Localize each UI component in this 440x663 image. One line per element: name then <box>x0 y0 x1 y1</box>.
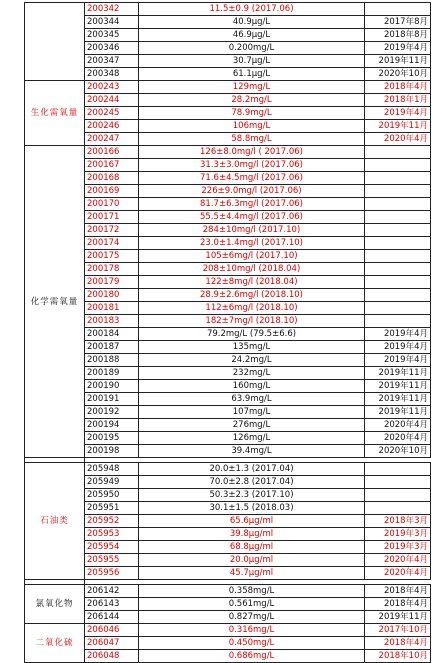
certified-value-cell: 0.686mg/L <box>139 650 365 663</box>
certified-value-cell: 63.9mg/L <box>139 393 365 406</box>
table-row <box>25 637 431 650</box>
certified-value-cell: 126±8.0mg/l ( 2017.06) <box>139 146 365 159</box>
certified-value-cell: 135mg/L <box>139 341 365 354</box>
certified-value-cell: 112±6mg/l (2018.10) <box>139 302 365 315</box>
certified-value-cell: 28.2mg/L <box>139 94 365 107</box>
date-cell: 2019年11月 <box>365 406 431 419</box>
date-cell: 2019年3月 <box>365 541 431 554</box>
table-row <box>25 419 431 432</box>
certified-value-cell: 23.0±1.4mg/l (2017.10) <box>139 237 365 250</box>
table-row <box>25 367 431 380</box>
date-cell <box>365 146 431 159</box>
certified-value-cell: 68.8μg/ml <box>139 541 365 554</box>
sample-code-cell: 206046 <box>85 624 139 637</box>
sample-code-cell: 200170 <box>85 198 139 211</box>
certified-value-cell: 24.2mg/L <box>139 354 365 367</box>
certified-value-cell: 0.561mg/L <box>139 598 365 611</box>
category-cell: 生化需氧量 <box>25 81 85 146</box>
sample-code-cell: 200166 <box>85 146 139 159</box>
date-cell: 2019年11月 <box>365 120 431 133</box>
date-cell: 2020年10月 <box>365 445 431 458</box>
sample-code-cell: 200181 <box>85 302 139 315</box>
sample-code-cell: 205955 <box>85 554 139 567</box>
sample-code-cell: 200168 <box>85 172 139 185</box>
sample-code-cell: 200194 <box>85 419 139 432</box>
sample-code-cell: 200344 <box>85 16 139 29</box>
certified-value-cell: 232mg/L <box>139 367 365 380</box>
date-cell: 2020年4月 <box>365 567 431 580</box>
date-cell: 2020年4月 <box>365 554 431 567</box>
table-row <box>25 554 431 567</box>
date-cell: 2019年11月 <box>365 55 431 68</box>
table-row <box>25 16 431 29</box>
certified-value-cell: 284±10mg/l (2017.10) <box>139 224 365 237</box>
table-row <box>25 624 431 637</box>
date-cell <box>365 159 431 172</box>
certified-value-cell: 40.9μg/L <box>139 16 365 29</box>
sample-code-cell: 205951 <box>85 502 139 515</box>
sample-code-cell: 200167 <box>85 159 139 172</box>
table-row <box>25 68 431 81</box>
certified-value-cell: 106mg/L <box>139 120 365 133</box>
table-row <box>25 81 431 94</box>
date-cell <box>365 3 431 16</box>
date-cell: 2019年4月 <box>365 328 431 341</box>
sample-code-cell: 205949 <box>85 476 139 489</box>
date-cell: 2018年4月 <box>365 81 431 94</box>
date-cell: 2018年4月 <box>365 637 431 650</box>
certified-value-cell: 160mg/L <box>139 380 365 393</box>
date-cell <box>365 315 431 328</box>
table-row <box>25 598 431 611</box>
date-cell <box>365 276 431 289</box>
sample-code-cell: 200348 <box>85 68 139 81</box>
certified-value-cell: 105±6mg/l (2017.10) <box>139 250 365 263</box>
certified-value-cell: 226±9.0mg/l (2017.06) <box>139 185 365 198</box>
table-row <box>25 567 431 580</box>
sample-code-cell: 206048 <box>85 650 139 663</box>
table-row <box>25 354 431 367</box>
date-cell <box>365 263 431 276</box>
certified-value-cell: 126mg/L <box>139 432 365 445</box>
sample-code-cell: 206143 <box>85 598 139 611</box>
certified-value-cell: 208±10mg/l (2018.04) <box>139 263 365 276</box>
sample-code-cell: 200243 <box>85 81 139 94</box>
table-row <box>25 120 431 133</box>
date-cell: 2018年4月 <box>365 598 431 611</box>
table-row <box>25 3 431 16</box>
date-cell <box>365 237 431 250</box>
date-cell <box>365 289 431 302</box>
standard-sample-table <box>24 2 431 663</box>
certified-value-cell: 28.9±2.6mg/l (2018.10) <box>139 289 365 302</box>
sample-code-cell: 205954 <box>85 541 139 554</box>
table-row <box>25 406 431 419</box>
date-cell <box>365 463 431 476</box>
table-body <box>25 3 431 663</box>
sample-code-cell: 200169 <box>85 185 139 198</box>
date-cell <box>365 476 431 489</box>
date-cell <box>365 250 431 263</box>
certified-value-cell: 0.200mg/L <box>139 42 365 55</box>
certified-value-cell: 276mg/L <box>139 419 365 432</box>
certified-value-cell: 107mg/L <box>139 406 365 419</box>
date-cell: 2019年3月 <box>365 528 431 541</box>
table-row <box>25 585 431 598</box>
table-row <box>25 237 431 250</box>
sample-code-cell: 200247 <box>85 133 139 146</box>
certified-value-cell: 182±7mg/l (2018.10) <box>139 315 365 328</box>
date-cell: 2018年4月 <box>365 585 431 598</box>
table-row <box>25 502 431 515</box>
sample-code-cell: 200183 <box>85 315 139 328</box>
sample-code-cell: 206144 <box>85 611 139 624</box>
table-row <box>25 528 431 541</box>
table-row <box>25 289 431 302</box>
table-row <box>25 224 431 237</box>
date-cell: 2019年11月 <box>365 367 431 380</box>
table-row <box>25 276 431 289</box>
sample-code-cell: 206142 <box>85 585 139 598</box>
table-row <box>25 42 431 55</box>
table-row <box>25 315 431 328</box>
sample-code-cell: 205952 <box>85 515 139 528</box>
table-row <box>25 445 431 458</box>
certified-value-cell: 129mg/L <box>139 81 365 94</box>
certified-value-cell: 0.358mg/L <box>139 585 365 598</box>
certified-value-cell: 58.8mg/L <box>139 133 365 146</box>
date-cell: 2020年4月 <box>365 419 431 432</box>
sample-code-cell: 205950 <box>85 489 139 502</box>
certified-value-cell: 79.2mg/L (79.5±6.6) <box>139 328 365 341</box>
date-cell: 2020年10月 <box>365 68 431 81</box>
date-cell <box>365 502 431 515</box>
date-cell <box>365 224 431 237</box>
date-cell: 2018年1月 <box>365 94 431 107</box>
date-cell: 2017年10月 <box>365 624 431 637</box>
table-row <box>25 463 431 476</box>
category-cell: 二氧化硫 <box>25 624 85 663</box>
table-row <box>25 263 431 276</box>
category-cell: 氯氧化物 <box>25 585 85 624</box>
certified-value-cell: 70.0±2.8 (2017.04) <box>139 476 365 489</box>
certified-value-cell: 0.316mg/L <box>139 624 365 637</box>
sample-code-cell: 200189 <box>85 367 139 380</box>
date-cell: 2018年8月 <box>365 29 431 42</box>
table-row <box>25 432 431 445</box>
sample-code-cell: 200246 <box>85 120 139 133</box>
table-row <box>25 380 431 393</box>
sample-code-cell: 200347 <box>85 55 139 68</box>
table-row <box>25 250 431 263</box>
certified-value-cell: 39.4mg/L <box>139 445 365 458</box>
table-row <box>25 172 431 185</box>
certified-value-cell: 46.9μg/L <box>139 29 365 42</box>
table-row <box>25 650 431 663</box>
certified-value-cell: 30.1±1.5 (2018.03) <box>139 502 365 515</box>
table-row <box>25 515 431 528</box>
date-cell: 2018年3月 <box>365 515 431 528</box>
sample-code-cell: 200174 <box>85 237 139 250</box>
date-cell: 2019年11月 <box>365 380 431 393</box>
date-cell: 2019年11月 <box>365 611 431 624</box>
date-cell <box>365 185 431 198</box>
date-cell <box>365 211 431 224</box>
table-row <box>25 328 431 341</box>
date-cell: 2017年8月 <box>365 16 431 29</box>
table-row <box>25 146 431 159</box>
sample-code-cell: 200346 <box>85 42 139 55</box>
date-cell: 2019年4月 <box>365 341 431 354</box>
certified-value-cell: 61.1μg/L <box>139 68 365 81</box>
date-cell: 2018年10月 <box>365 650 431 663</box>
table-row <box>25 55 431 68</box>
certified-value-cell: 50.3±2.3 (2017.10) <box>139 489 365 502</box>
date-cell <box>365 198 431 211</box>
date-cell: 2020年4月 <box>365 133 431 146</box>
sample-code-cell: 205956 <box>85 567 139 580</box>
certified-value-cell: 55.5±4.4mg/l (2017.06) <box>139 211 365 224</box>
certified-value-cell: 0.827mg/L <box>139 611 365 624</box>
category-cell: 石油类 <box>25 463 85 580</box>
sample-code-cell: 200195 <box>85 432 139 445</box>
table-row <box>25 107 431 120</box>
category-cell <box>25 3 85 81</box>
table-row <box>25 476 431 489</box>
certified-value-cell: 31.3±3.0mg/l (2017.06) <box>139 159 365 172</box>
sample-code-cell: 200342 <box>85 3 139 16</box>
date-cell: 2019年4月 <box>365 354 431 367</box>
certified-value-cell: 11.5±0.9 (2017.06) <box>139 3 365 16</box>
sample-code-cell: 200345 <box>85 29 139 42</box>
sample-code-cell: 200192 <box>85 406 139 419</box>
table-row <box>25 489 431 502</box>
table-row <box>25 541 431 554</box>
table-row <box>25 341 431 354</box>
certified-value-cell: 39.8μg/ml <box>139 528 365 541</box>
certified-value-cell: 78.9mg/L <box>139 107 365 120</box>
sample-code-cell: 200198 <box>85 445 139 458</box>
table-row <box>25 611 431 624</box>
sample-code-cell: 200179 <box>85 276 139 289</box>
table-row <box>25 393 431 406</box>
certified-value-cell: 81.7±6.3mg/l (2017.06) <box>139 198 365 211</box>
date-cell <box>365 489 431 502</box>
table-row <box>25 198 431 211</box>
date-cell: 2019年4月 <box>365 107 431 120</box>
category-cell: 化学需氧量 <box>25 146 85 458</box>
sample-code-cell: 200184 <box>85 328 139 341</box>
certified-value-cell: 71.6±4.5mg/l (2017.06) <box>139 172 365 185</box>
sample-code-cell: 206047 <box>85 637 139 650</box>
sample-code-cell: 200190 <box>85 380 139 393</box>
sample-code-cell: 200175 <box>85 250 139 263</box>
sample-code-cell: 200172 <box>85 224 139 237</box>
certified-value-cell: 20.0μg/ml <box>139 554 365 567</box>
sample-code-cell: 200191 <box>85 393 139 406</box>
table-row <box>25 211 431 224</box>
certified-value-cell: 0.450mg/L <box>139 637 365 650</box>
table-row <box>25 94 431 107</box>
certified-value-cell: 65.6μg/ml <box>139 515 365 528</box>
date-cell: 2020年4月 <box>365 432 431 445</box>
sample-code-cell: 200171 <box>85 211 139 224</box>
sample-code-cell: 200178 <box>85 263 139 276</box>
date-cell: 2019年11月 <box>365 393 431 406</box>
table-row <box>25 133 431 146</box>
table-row <box>25 159 431 172</box>
sample-code-cell: 200180 <box>85 289 139 302</box>
sample-code-cell: 205948 <box>85 463 139 476</box>
sample-code-cell: 200187 <box>85 341 139 354</box>
table-row <box>25 29 431 42</box>
date-cell <box>365 172 431 185</box>
certified-value-cell: 30.7μg/L <box>139 55 365 68</box>
certified-value-cell: 20.0±1.3 (2017.04) <box>139 463 365 476</box>
sample-code-cell: 200244 <box>85 94 139 107</box>
sample-code-cell: 205953 <box>85 528 139 541</box>
certified-value-cell: 45.7μg/ml <box>139 567 365 580</box>
table-row <box>25 185 431 198</box>
sample-code-cell: 200245 <box>85 107 139 120</box>
date-cell: 2019年4月 <box>365 42 431 55</box>
table-row <box>25 302 431 315</box>
certified-value-cell: 122±8mg/l (2018.04) <box>139 276 365 289</box>
date-cell <box>365 302 431 315</box>
sample-code-cell: 200188 <box>85 354 139 367</box>
